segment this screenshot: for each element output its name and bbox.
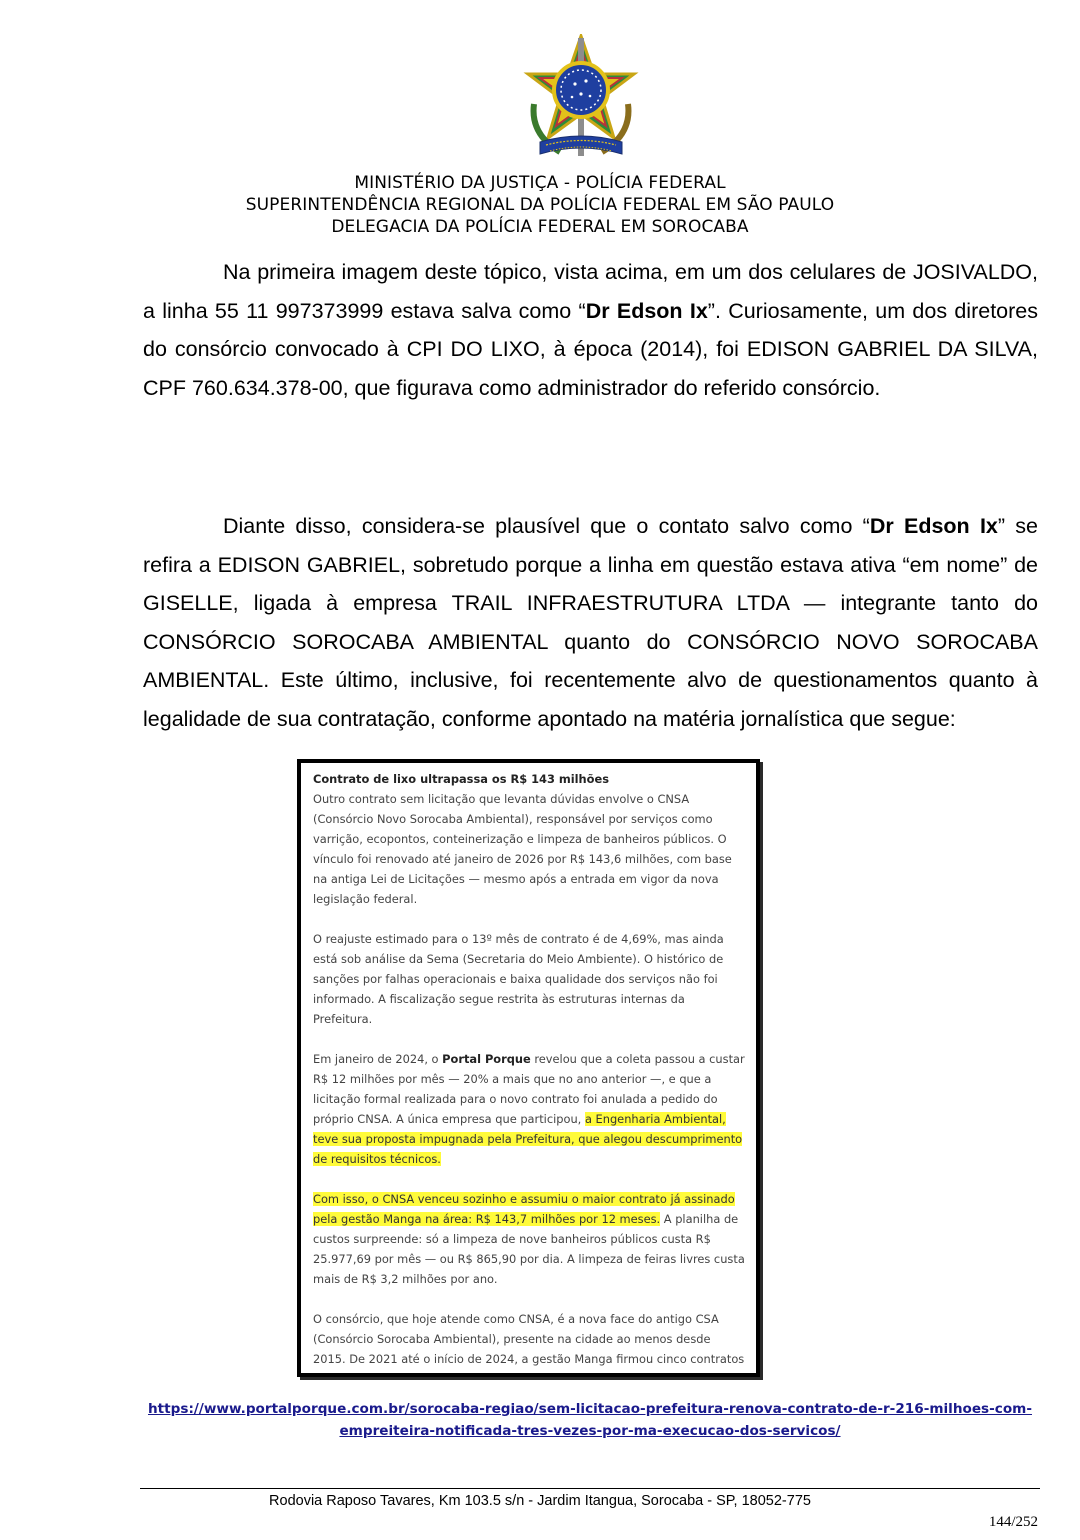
header-ministry: MINISTÉRIO DA JUSTIÇA - POLÍCIA FEDERAL [354, 173, 726, 193]
brazil-coat-of-arms-icon [520, 34, 642, 164]
portal-name: Portal Porque [442, 1052, 531, 1066]
clipping-title: Contrato de lixo ultrapassa os R$ 143 milhões [313, 772, 609, 786]
body-paragraph-2: Diante disso, considera-se plausível que o contato salvo como “Dr Edson Ix” se refira a EDISON GABRIEL, sobretudo porque a linha em questão estava ativa “em nome” de GISELLE, ligada à empresa TRAIL INFRAESTRUTURA LTDA — integrante tanto do CONSÓRCIO SOROCABA AMBIENTAL quanto do CONSÓRCIO NOVO SOROCABA AMBIENTAL. Este último, inclusive, foi recentemente alvo de questionamentos quanto à legalidade de sua contratação, conforme apontado na matéria jornalística que segue: [143, 514, 1038, 731]
highlighted-text: a Engenharia Ambiental, teve sua proposta impugnada pela Prefeitura, que alegou descumprimento de requisitos técnicos. [313, 1112, 743, 1166]
body-paragraph-1: Na primeira imagem deste tópico, vista acima, em um dos celulares de JOSIVALDO, a linha 55 11 997373999 estava salva como “Dr Edson Ix”. Curiosamente, um dos diretores do consórcio convocado à CPI DO LIXO, à época (2014), foi EDISON GABRIEL DA SILVA, CPF 760.634.378-00, que figurava como administrador do referido consórcio. [143, 260, 1039, 400]
contact-name: Dr Edson Ix [869, 514, 998, 538]
footer-divider [140, 1488, 1040, 1489]
source-link[interactable] [100, 1398, 1080, 1442]
news-clipping [297, 759, 760, 1377]
source-link-line-1[interactable]: https://www.portalporque.com.br/sorocaba-regiao/sem-licitacao-prefeitura-renova-contrato-de-r-216-milhoes-com- [147, 1401, 1032, 1417]
clipping-paragraph-4: Com isso, o CNSA venceu sozinho e assumiu o maior contrato já assinado pela gestão Manga na área: R$ 143,7 milhões por 12 meses. A planilha de custos surpreende: só a limpeza de nove banheiros públicos custa R$ 25.977,69 por mês — ou R$ 865,90 por dia. A limpeza de feiras livres custa mais de R$ 3,2 milhões por ano. [313, 1192, 745, 1286]
clipping-paragraph-3: Em janeiro de 2024, o Portal Porque revelou que a coleta passou a custar R$ 12 milhões por mês — 20% a mais que no ano anterior —, e que a licitação formal realizada para o novo contrato foi anulada a pedido do próprio CNSA. A única empresa que participou, a Engenharia Ambiental, teve sua proposta impugnada pela Prefeitura, que alegou descumprimento de requisitos técnicos. [313, 1052, 745, 1166]
letterhead [0, 172, 1080, 238]
source-link-line-2[interactable]: empreiteira-notificada-tres-vezes-por-ma-execucao-dos-servicos/ [339, 1423, 841, 1439]
clipping-paragraph-1: Outro contrato sem licitação que levanta dúvidas envolve o CNSA (Consórcio Novo Sorocaba Ambiental), responsável por serviços como varrição, ecopontos, conteinerização e limpeza de banheiros públicos. O vínculo foi renovado até janeiro de 2026 por R$ 143,6 milhões, com base na antiga Lei de Licitações — mesmo após a entrada em vigor da nova legislação federal. [313, 792, 732, 906]
footer-address: Rodovia Raposo Tavares, Km 103.5 s/n - Jardim Itangua, Sorocaba - SP, 18052-775 [269, 1493, 811, 1509]
header-superintendence: SUPERINTENDÊNCIA REGIONAL DA POLÍCIA FEDERAL EM SÃO PAULO [245, 195, 835, 215]
clipping-paragraph-5: O consórcio, que hoje atende como CNSA, é a nova face do antigo CSA (Consórcio Sorocaba Ambiental), presente na cidade ao menos desde 2015. De 2021 até o início de 2024, a gestão Manga firmou cinco contratos [313, 1312, 745, 1366]
clipping-paragraph-2: O reajuste estimado para o 13º mês de contrato é de 4,69%, mas ainda está sob análise da Sema (Secretaria do Meio Ambiente). O histórico de sanções por falhas operacionais e baixa qualidade dos serviços não foi informado. A fiscalização segue restrita às estruturas internas da Prefeitura. [313, 932, 724, 1026]
highlighted-text: Com isso, o CNSA venceu sozinho e assumiu o maior contrato já assinado pela gestão Manga na área: R$ 143,7 milhões por 12 meses. [313, 1192, 735, 1226]
contact-name: Dr Edson Ix [585, 298, 708, 323]
header-delegacy: DELEGACIA DA POLÍCIA FEDERAL EM SOROCABA [331, 217, 749, 237]
page-number: 144/252 [988, 1514, 1038, 1530]
